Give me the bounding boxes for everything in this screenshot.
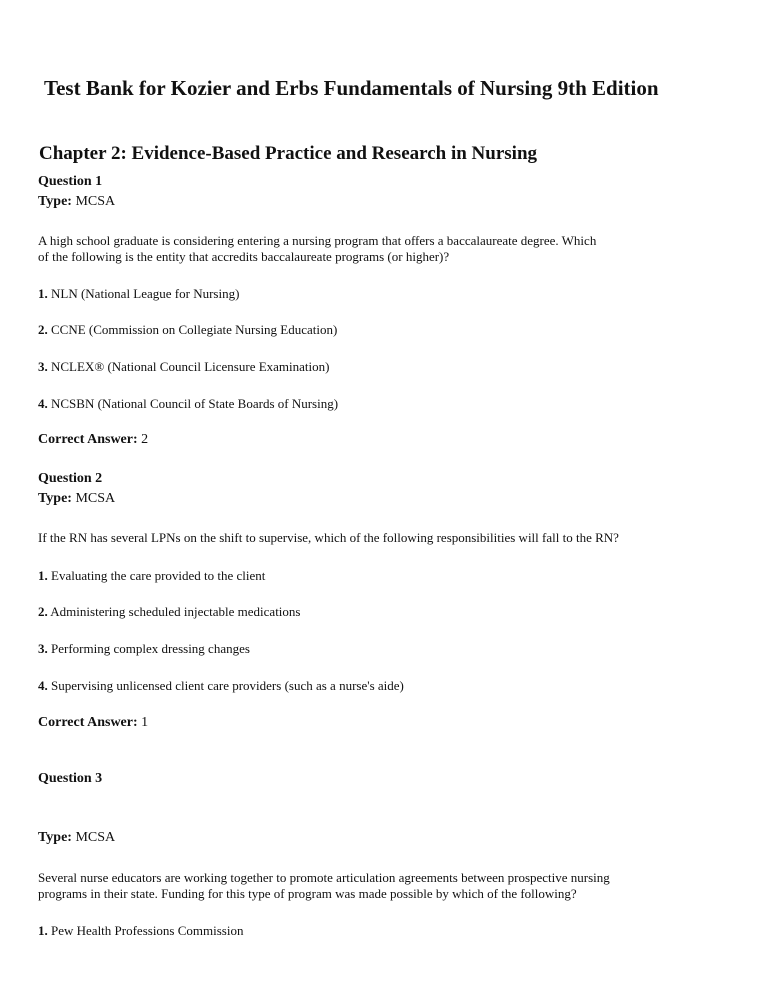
answer-option — [38, 285, 239, 302]
option-number: 2. — [38, 322, 48, 337]
option-number: 1. — [38, 286, 48, 301]
answer-option — [38, 321, 337, 338]
question-stem: If the RN has several LPNs on the shift to supervise, which of the following responsibilities will fall to the RN? — [38, 530, 619, 545]
correct-answer — [38, 431, 148, 448]
answer-option — [38, 677, 404, 694]
question-type — [38, 193, 115, 210]
option-text: NLN (National League for Nursing) — [51, 286, 240, 301]
type-value: MCSA — [75, 194, 116, 209]
answer-option — [38, 358, 329, 375]
question-heading: Question 2 — [38, 471, 103, 486]
question-stem: programs in their state. Funding for this type of program was made possible by which of the following? — [38, 886, 577, 901]
question-heading: Question 3 — [38, 771, 103, 786]
type-label: Type: — [38, 830, 72, 845]
document-title: Test Bank for Kozier and Erbs Fundamentals of Nursing 9th Edition — [44, 76, 659, 100]
question-stem: A high school graduate is considering entering a nursing program that offers a baccalaureate degree. Which — [38, 233, 597, 248]
question-type — [38, 490, 115, 507]
option-text: Evaluating the care provided to the client — [51, 568, 266, 583]
option-text: Supervising unlicensed client care providers (such as a nurse's aide) — [51, 678, 404, 693]
option-text: Pew Health Professions Commission — [51, 923, 244, 938]
type-label: Type: — [38, 194, 72, 209]
option-text: NCSBN (National Council of State Boards of Nursing) — [51, 396, 339, 411]
option-text: Performing complex dressing changes — [51, 641, 250, 656]
correct-answer-label: Correct Answer: — [38, 432, 138, 447]
question-stem: Several nurse educators are working together to promote articulation agreements between prospective nursing — [38, 870, 610, 885]
correct-answer-value: 2 — [141, 432, 149, 447]
type-label: Type: — [38, 491, 72, 506]
answer-option — [38, 567, 265, 584]
option-text: CCNE (Commission on Collegiate Nursing Education) — [51, 322, 338, 337]
answer-option — [38, 395, 338, 412]
option-number: 4. — [38, 678, 48, 693]
option-number: 1. — [38, 568, 48, 583]
question-type — [38, 829, 115, 846]
answer-option — [38, 922, 243, 939]
question-heading: Question 1 — [38, 174, 103, 189]
correct-answer-value: 1 — [141, 715, 149, 730]
option-number: 1. — [38, 923, 48, 938]
option-number: 4. — [38, 396, 48, 411]
option-number: 3. — [38, 641, 48, 656]
question-stem: of the following is the entity that accredits baccalaureate programs (or higher)? — [38, 249, 450, 264]
option-number: 3. — [38, 359, 48, 374]
chapter-title: Chapter 2: Evidence-Based Practice and Research in Nursing — [39, 143, 538, 164]
correct-answer — [38, 714, 148, 731]
correct-answer-label: Correct Answer: — [38, 715, 138, 730]
option-text: Administering scheduled injectable medications — [50, 604, 301, 619]
answer-option — [38, 603, 300, 620]
option-number: 2. — [38, 604, 48, 619]
type-value: MCSA — [75, 830, 116, 845]
type-value: MCSA — [75, 491, 116, 506]
answer-option — [38, 640, 250, 657]
option-text: NCLEX® (National Council Licensure Examination) — [51, 359, 330, 374]
